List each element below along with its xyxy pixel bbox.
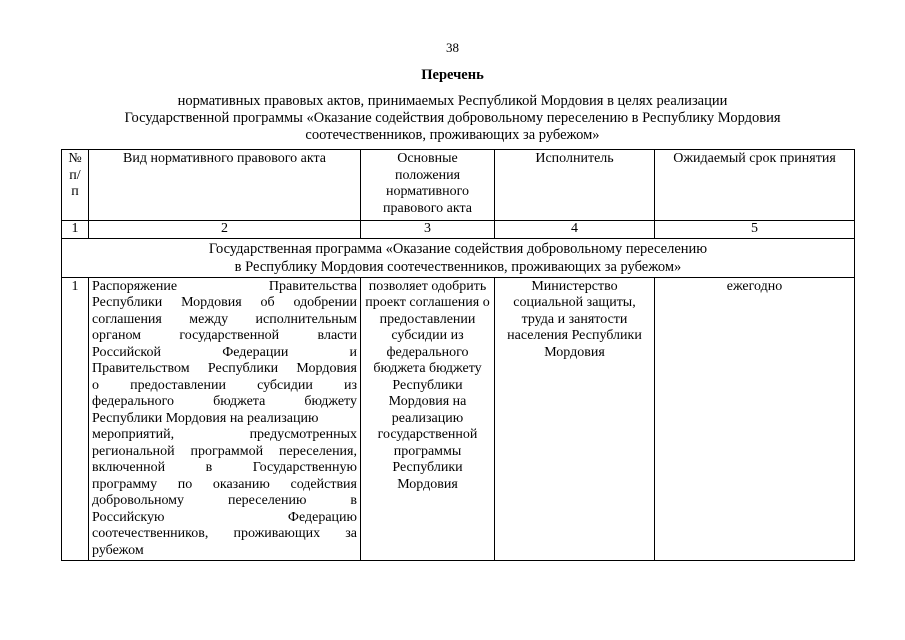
document-title: Перечень xyxy=(421,67,484,83)
column-number: 5 xyxy=(655,221,855,239)
act-type-line: включенной в Государственную xyxy=(92,460,357,475)
subtitle-line: соотечественников, проживающих за рубежом» xyxy=(305,127,600,143)
column-number: 4 xyxy=(495,221,655,239)
act-type-line: федерального бюджета бюджету xyxy=(92,394,357,409)
act-type-line: программу по оказанию содействия xyxy=(92,476,357,492)
header-act-type: Вид нормативного правового акта xyxy=(89,150,361,221)
column-number: 2 xyxy=(89,221,361,239)
act-type-cell xyxy=(89,277,361,561)
act-type-line: Правительством Республики Мордовия xyxy=(92,361,357,376)
table-row xyxy=(62,277,855,561)
section-row xyxy=(62,238,855,277)
page-number: 38 xyxy=(446,40,459,55)
acts-table xyxy=(61,149,855,561)
act-type-line: Распоряжение Правительства xyxy=(92,278,357,294)
section-title xyxy=(62,238,855,277)
table-header-row xyxy=(62,150,855,221)
section-title-line: Государственная программа «Оказание содействия добровольному переселению xyxy=(208,240,708,257)
header-executor: Исполнитель xyxy=(495,150,655,221)
act-type-line: Республики Мордовия на реализацию xyxy=(92,410,319,426)
executor-cell: Министерство социальной защиты, труда и занятости населения Республики Мордовия xyxy=(495,277,655,561)
deadline-cell: ежегодно xyxy=(655,277,855,561)
act-type-line: о предоставлении субсидии из xyxy=(92,377,357,393)
act-type-line: органом государственной власти xyxy=(92,328,357,343)
document-subtitle xyxy=(100,93,805,144)
subtitle-line: нормативных правовых актов, принимаемых Республикой Мордовия в целях реализации xyxy=(177,93,728,109)
provisions-cell: позволяет одобрить проект соглашения о предоставлении субсидии из федерального бюджета бюджету Республики Мордовия на реализацию государственной программы Республики Мордовия xyxy=(361,277,495,561)
act-type-line: рубежом xyxy=(92,542,144,558)
act-type-line: соглашения между исполнительным xyxy=(92,311,357,327)
subtitle-line: Государственной программы «Оказание содействия добровольному переселению в Республику Мордовия xyxy=(124,110,781,126)
act-type-line: соотечественников, проживающих за xyxy=(92,526,357,541)
act-type-line: Российской Федерации и xyxy=(92,344,357,360)
row-number: 1 xyxy=(62,277,89,561)
header-row-number: № п/ п xyxy=(62,150,89,221)
column-numbers-row xyxy=(62,221,855,239)
column-number: 3 xyxy=(361,221,495,239)
header-provisions: Основные положения нормативного правового акта xyxy=(361,150,495,221)
act-type-line: Российскую Федерацию xyxy=(92,509,357,525)
header-deadline: Ожидаемый срок принятия xyxy=(655,150,855,221)
act-type-line: мероприятий, предусмотренных xyxy=(92,427,357,442)
act-type-line: региональной программой переселения, xyxy=(92,443,357,459)
column-number: 1 xyxy=(62,221,89,239)
section-title-line: в Республику Мордовия соотечественников, проживающих за рубежом» xyxy=(234,258,682,275)
act-type-line: Республики Мордовия об одобрении xyxy=(92,295,357,310)
act-type-line: добровольному переселению в xyxy=(92,493,357,508)
